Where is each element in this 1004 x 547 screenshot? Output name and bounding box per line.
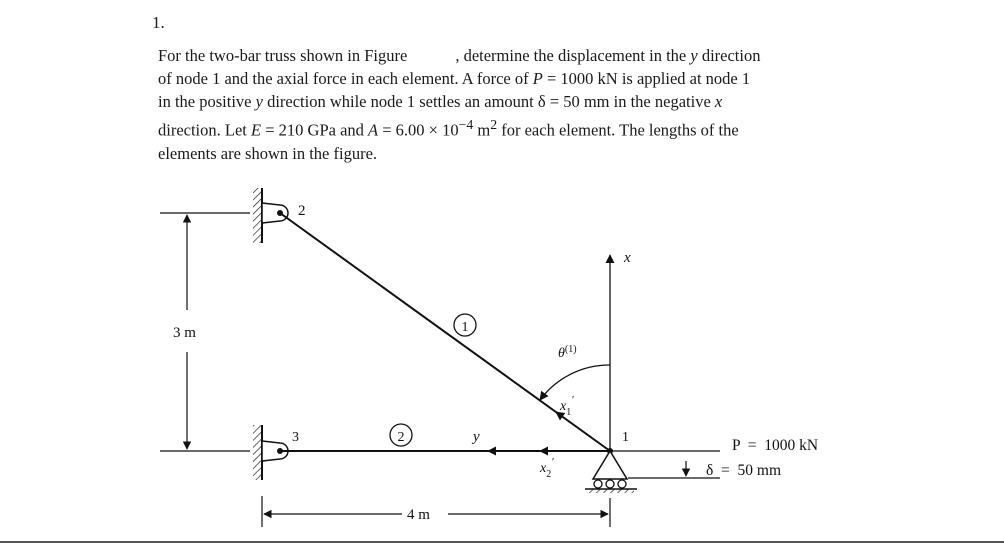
dimension-label-3m: 3 m [173,325,196,341]
element-2-marker [390,424,412,446]
element-label-1: 1 [461,320,469,335]
element-label-2: 2 [397,430,405,445]
force-label: P = 1000 kN [732,437,819,454]
statement-line-4: direction. Let E = 210 GPa and $A = 6.00 \times 10^{-4}$ $m^2$ for each element. The lengths of the [158,117,739,140]
angle-label: $\theta^{(1)}$ [558,344,577,361]
local-x1-arrow [556,412,606,448]
node-label-3: 3 [292,430,299,445]
dimension-label-4m: 4 m [407,507,430,523]
statement-line-1: For the two-bar truss shown in Figure , determine the displacement in the y direction [158,46,761,65]
angle-arc [540,365,610,400]
element-1-marker [454,314,476,336]
statement-line-5: elements are shown in the figure. [158,143,378,163]
roller-support-node-1 [585,448,637,493]
statement-line-2: of node 1 and the axial force in each element. A force of P = 1000 kN is applied at node 1 [158,69,751,88]
global-y-label: y [473,429,480,445]
horizontal-dimension [262,496,610,527]
wall-support-node-3 [253,425,288,480]
page-bottom-rule [0,541,1004,543]
settlement-label: δ = 50 mm [706,462,782,479]
settlement-indicator [610,451,720,478]
vertical-dimension [160,213,250,451]
statement-line-3: in the positive y direction while node 1 settles an amount δ = 50 mm in the negative x [158,92,723,111]
local-x2-label: $x_2'$ [540,456,554,480]
problem-number: 1. [152,13,165,32]
global-x-label: x [624,250,631,266]
node-label-2: 2 [298,203,306,219]
local-x1-label: $x_1'$ [560,394,574,418]
node-label-1: 1 [622,430,629,445]
